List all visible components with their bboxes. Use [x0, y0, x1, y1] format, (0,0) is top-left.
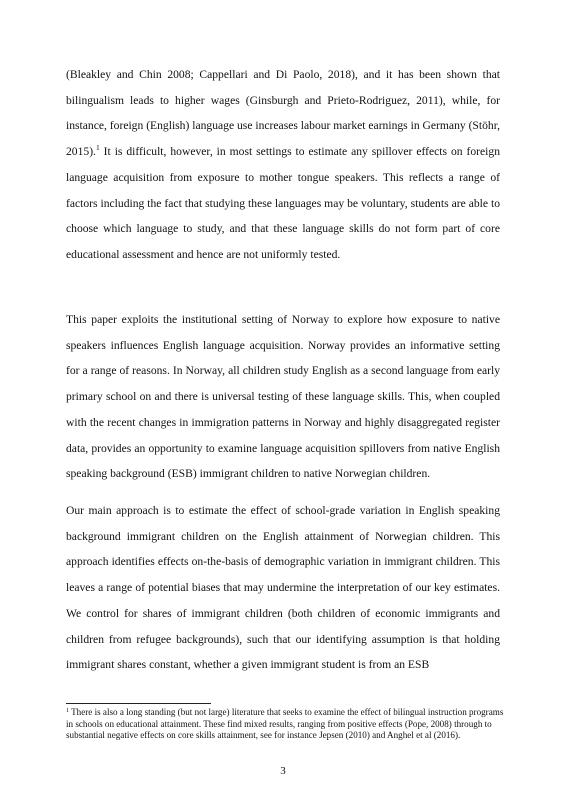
footnote-reference: 1 [95, 143, 100, 153]
footnote-marker: 1 [66, 708, 69, 714]
footnote-text: There is also a long standing (but not large) literature that seeks to examine the effect of bilingual instruction programs in schools on educational attainment. These find mixed results, ranging from positive effects (Pope, 2008) through to substantial negative effects on core skills attainment, see for instance Jepsen (2010) and Anghel et al (2016). [66, 707, 504, 741]
footnote-divider [66, 703, 211, 704]
page-number: 3 [280, 765, 286, 777]
paragraph-2: This paper exploits the institutional setting of Norway to explore how exposure to native speakers influences English language acquisition. Norway provides an informative setting for a range of reasons. In Norway, all children study English as a second language from early primary school on and there is universal testing of these language skills. This, when coupled with the recent changes in immigration patterns in Norway and highly disaggregated register data, provides an opportunity to examine language acquisition spillovers from native English speaking background (ESB) immigrant children to native Norwegian children. [66, 313, 500, 481]
paragraph-3: Our main approach is to estimate the effect of school-grade variation in English speaking background immigrant children on the English attainment of Norwegian children. This approach identifies effects on-the-basis of demographic variation in immigrant children. This leaves a range of potential biases that may undermine the interpretation of our key estimates. We control for shares of immigrant children (both children of economic immigrants and children from refugee backgrounds), such that our identifying assumption is that holding immigrant shares constant, whether a given immigrant student is from an ESB [66, 504, 500, 672]
paragraph-1 [66, 62, 500, 268]
footnote [66, 707, 506, 742]
paragraph-1-text-a: (Bleakley and Chin 2008; Cappellari and Di Paolo, 2018), and it has been shown that bilingualism leads to higher wages (Ginsburgh and Prieto-Rodriguez, 2011), while, for instance, foreign (English) language use increases labour market earnings in Germany (Stöhr, 2015). [66, 68, 500, 159]
paragraph-1-text-b: It is difficult, however, in most settings to estimate any spillover effects on foreign language acquisition from exposure to mother tongue speakers. This reflects a range of factors including the fact that studying these languages may be voluntary, students are able to choose which language to study, and that these language skills do not form part of core educational assessment and hence are not uniformly tested. [66, 145, 500, 261]
